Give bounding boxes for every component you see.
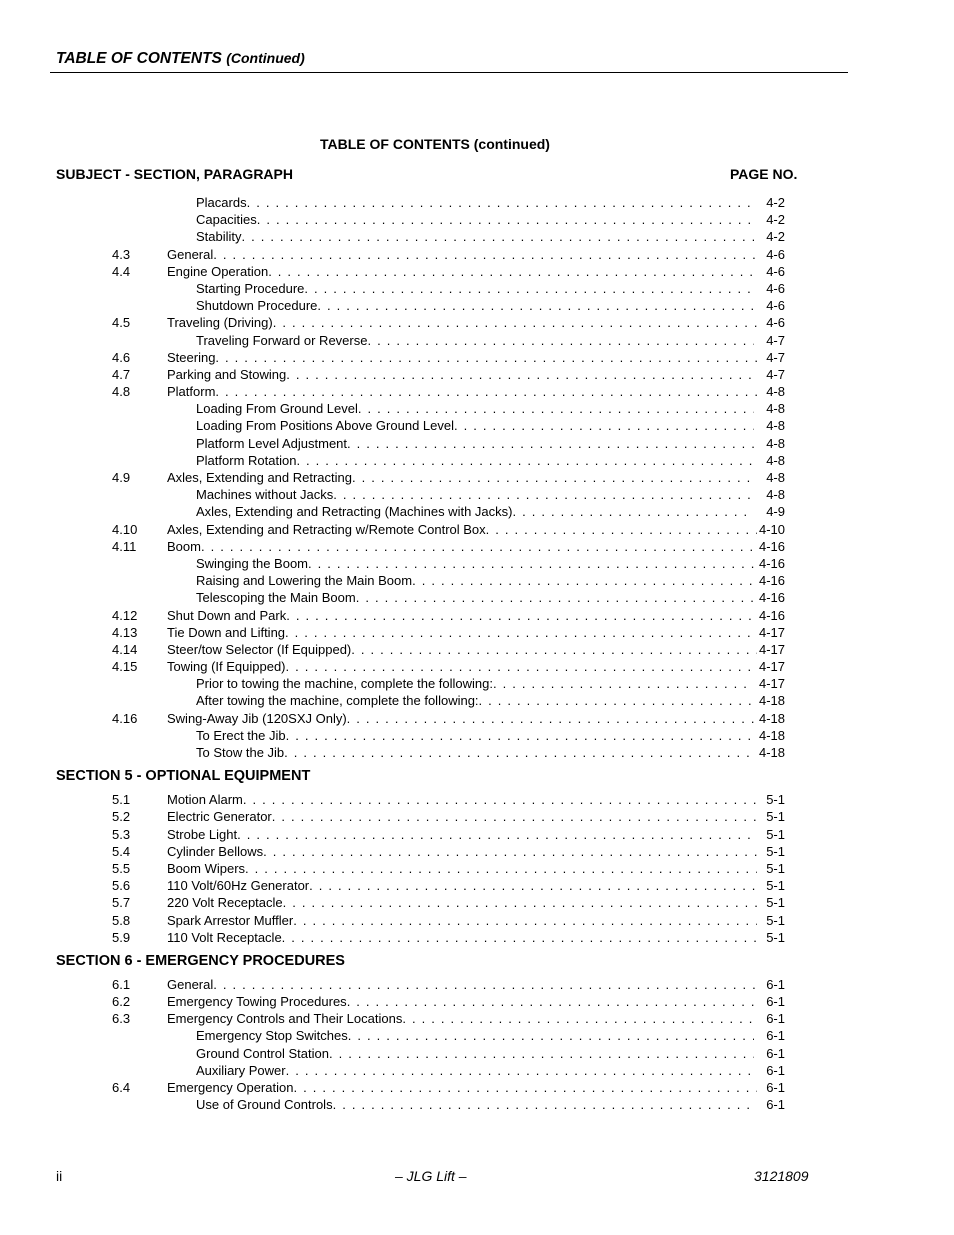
toc-entry[interactable] <box>0 1027 954 1044</box>
toc-entry-page: 4-8 <box>766 418 785 434</box>
dot-leader <box>454 417 754 434</box>
toc-entry-title: Platform <box>167 384 216 400</box>
toc-entry-page: 6-1 <box>766 1097 785 1113</box>
toc-entry-title: Shut Down and Park <box>167 607 287 623</box>
toc-entry-title: Platform Level Adjustment <box>196 435 348 451</box>
toc-entry-title: Shutdown Procedure <box>196 298 318 314</box>
dot-leader <box>213 246 757 263</box>
toc-entry-page: 4-17 <box>758 624 785 640</box>
toc-entry-number: 5.6 <box>112 878 131 894</box>
toc-entry[interactable] <box>0 263 954 280</box>
dot-leader <box>242 228 754 245</box>
toc-entry-title: General <box>167 246 214 262</box>
toc-entry-number: 4.13 <box>112 624 138 640</box>
toc-entry-title: Tie Down and Lifting <box>167 624 286 640</box>
dot-leader <box>215 349 757 366</box>
toc-entry-title: Motion Alarm <box>167 792 243 808</box>
toc-entry-number: 4.14 <box>112 641 138 657</box>
toc-entry[interactable] <box>0 692 954 709</box>
dot-leader <box>286 727 754 744</box>
section-heading: SECTION 6 - EMERGENCY PROCEDURES <box>56 952 345 969</box>
toc-entry-title: General <box>167 976 214 992</box>
toc-entry-number: 4.3 <box>112 246 131 262</box>
dot-leader <box>286 658 757 675</box>
toc-entry-page: 5-1 <box>766 860 785 876</box>
toc-entry[interactable] <box>0 641 954 658</box>
toc-entry-page: 4-2 <box>766 195 785 210</box>
toc-entry[interactable] <box>0 228 954 245</box>
dot-leader <box>285 624 757 641</box>
toc-entry[interactable] <box>0 538 954 555</box>
toc-entry[interactable] <box>0 452 954 469</box>
toc-entry-number: 5.8 <box>112 912 131 928</box>
toc-entry-number: 5.1 <box>112 792 131 808</box>
toc-entry-page: 4-18 <box>758 710 785 726</box>
dot-leader <box>367 332 754 349</box>
toc-entry-page: 4-8 <box>766 452 785 468</box>
toc-entry-page: 6-1 <box>766 1028 785 1044</box>
page-column-heading: PAGE NO. <box>730 166 798 182</box>
dot-leader <box>293 1079 757 1096</box>
toc-entry-page: 4-6 <box>766 280 785 296</box>
toc-entry-title: Electric Generator <box>167 809 272 825</box>
toc-list <box>0 194 954 1113</box>
toc-entry-page: 4-8 <box>766 401 785 417</box>
toc-entry-title: Towing (If Equipped) <box>167 659 286 675</box>
toc-entry-page: 5-1 <box>766 895 785 911</box>
toc-entry-title: Platform Rotation <box>196 452 297 468</box>
toc-entry-number: 5.3 <box>112 826 131 842</box>
footer-publisher: – JLG Lift – <box>395 1168 467 1184</box>
toc-entry[interactable] <box>0 710 954 727</box>
toc-entry-title: Spark Arrestor Muffler <box>167 912 294 928</box>
footer-doc-number: 3121809 <box>754 1168 809 1184</box>
dot-leader <box>356 589 754 606</box>
dot-leader <box>293 912 757 929</box>
toc-entry-page: 4-6 <box>766 315 785 331</box>
toc-entry-page: 6-1 <box>766 1080 785 1095</box>
toc-entry-page: 4-18 <box>758 745 785 760</box>
toc-entry-title: Use of Ground Controls <box>196 1097 333 1113</box>
toc-entry[interactable] <box>0 383 954 400</box>
toc-entry-title: Parking and Stowing <box>167 366 287 382</box>
dot-leader <box>286 607 757 624</box>
dot-leader <box>348 1027 754 1044</box>
toc-entry-title: Strobe Light <box>167 826 238 842</box>
dot-leader <box>215 383 757 400</box>
dot-leader <box>243 791 757 808</box>
toc-entry-title: 110 Volt Receptacle <box>167 929 282 945</box>
toc-entry-page: 4-6 <box>766 246 785 262</box>
dot-leader <box>358 400 754 417</box>
dot-leader <box>268 263 757 280</box>
toc-entry-page: 4-16 <box>758 573 785 589</box>
toc-entry-page: 4-7 <box>766 366 785 382</box>
toc-entry-title: Stability <box>196 229 242 245</box>
toc-entry-title: Axles, Extending and Retracting w/Remote Control Box <box>167 521 486 537</box>
dot-leader <box>402 1010 757 1027</box>
toc-entry-title: Swing-Away Jib (120SXJ Only) <box>167 710 347 726</box>
toc-entry[interactable] <box>0 349 954 366</box>
dot-leader <box>308 555 754 572</box>
dot-leader <box>247 194 754 211</box>
toc-entry-title: Machines without Jacks <box>196 487 334 503</box>
section-heading: SECTION 5 - OPTIONAL EQUIPMENT <box>56 768 311 785</box>
subject-column-heading: SUBJECT - SECTION, PARAGRAPH <box>56 166 293 182</box>
footer-page-number: ii <box>56 1168 63 1184</box>
toc-entry-number: 4.16 <box>112 710 138 726</box>
toc-entry-title: Engine Operation <box>167 263 269 279</box>
toc-entry-title: Traveling Forward or Reverse <box>196 332 368 348</box>
toc-entry[interactable] <box>0 194 954 211</box>
toc-entry-page: 4-7 <box>766 349 785 365</box>
toc-entry-title: Emergency Controls and Their Locations <box>167 1011 403 1027</box>
toc-entry[interactable] <box>0 860 954 877</box>
toc-entry-number: 4.10 <box>112 521 138 537</box>
toc-entry[interactable] <box>0 1062 954 1079</box>
toc-entry-number: 5.4 <box>112 843 131 859</box>
toc-entry[interactable] <box>0 624 954 641</box>
toc-entry[interactable] <box>0 843 954 860</box>
dot-leader <box>347 710 757 727</box>
toc-entry-page: 5-1 <box>766 912 785 928</box>
toc-entry-title: Emergency Towing Procedures <box>167 994 347 1010</box>
toc-entry-title: Swinging the Boom <box>196 555 309 571</box>
toc-entry-page: 4-8 <box>766 435 785 451</box>
toc-entry-number: 4.12 <box>112 607 138 623</box>
dot-leader <box>237 826 757 843</box>
toc-entry-title: Axles, Extending and Retracting (Machines with Jacks) <box>196 504 513 520</box>
toc-entry[interactable] <box>0 929 954 946</box>
dot-leader <box>286 1062 754 1079</box>
toc-title: TABLE OF CONTENTS (continued) <box>320 136 550 152</box>
toc-entry-title: To Erect the Jib <box>196 727 286 743</box>
running-header-continued: (Continued) <box>226 50 305 66</box>
toc-entry-title: Cylinder Bellows <box>167 843 264 859</box>
toc-entry-page: 4-18 <box>758 693 785 709</box>
toc-entry-page: 5-1 <box>766 809 785 825</box>
toc-entry-page: 5-1 <box>766 878 785 894</box>
toc-entry[interactable] <box>0 400 954 417</box>
toc-entry-number: 4.4 <box>112 263 131 279</box>
dot-leader <box>282 929 757 946</box>
toc-entry[interactable] <box>0 877 954 894</box>
toc-entry-number: 5.7 <box>112 895 131 911</box>
toc-entry-title: Steer/tow Selector (If Equipped) <box>167 641 352 657</box>
toc-entry-title: Axles, Extending and Retracting <box>167 470 352 485</box>
toc-entry-title: Steering <box>167 349 216 365</box>
dot-leader <box>329 1045 754 1062</box>
toc-entry-title: Loading From Ground Level <box>196 401 358 417</box>
toc-entry-number: 5.5 <box>112 860 131 876</box>
toc-entry-title: Starting Procedure <box>196 280 305 296</box>
toc-entry-title: Ground Control Station <box>196 1045 329 1061</box>
toc-entry-page: 4-2 <box>766 229 785 245</box>
dot-leader <box>333 1096 754 1113</box>
toc-entry[interactable] <box>0 912 954 929</box>
toc-entry-title: Raising and Lowering the Main Boom <box>196 573 413 589</box>
toc-entry-title: Prior to towing the machine, complete the following: <box>196 676 493 692</box>
toc-entry[interactable] <box>0 976 954 993</box>
toc-entry-page: 4-8 <box>766 384 785 400</box>
toc-entry[interactable] <box>0 607 954 624</box>
toc-entry-title: To Stow the Jib <box>196 745 285 760</box>
toc-entry-number: 4.9 <box>112 470 131 485</box>
toc-entry[interactable] <box>0 808 954 825</box>
toc-entry-page: 4-17 <box>758 641 785 657</box>
toc-entry[interactable] <box>0 486 954 503</box>
toc-entry-page: 4-17 <box>758 676 785 692</box>
toc-entry[interactable] <box>0 314 954 331</box>
toc-entry-title: Emergency Stop Switches <box>196 1028 348 1044</box>
dot-leader <box>309 877 757 894</box>
toc-entry-page: 6-1 <box>766 1062 785 1078</box>
toc-entry-page: 5-1 <box>766 929 785 945</box>
toc-entry[interactable] <box>0 589 954 606</box>
toc-entry-number: 4.6 <box>112 349 131 365</box>
toc-entry[interactable] <box>0 791 954 808</box>
toc-entry-number: 6.3 <box>112 1011 131 1027</box>
dot-leader <box>493 675 754 692</box>
toc-entry-number: 5.9 <box>112 929 131 945</box>
toc-entry-title: Capacities <box>196 212 257 228</box>
header-rule <box>50 72 848 73</box>
toc-entry-page: 6-1 <box>766 1045 785 1061</box>
toc-entry-title: Telescoping the Main Boom <box>196 590 356 606</box>
toc-entry[interactable] <box>0 211 954 228</box>
dot-leader <box>284 744 754 761</box>
toc-entry-page: 4-7 <box>766 332 785 348</box>
toc-entry-page: 6-1 <box>766 1011 785 1027</box>
dot-leader <box>412 572 754 589</box>
toc-entry[interactable] <box>0 744 954 761</box>
toc-entry[interactable] <box>0 555 954 572</box>
toc-entry-page: 5-1 <box>766 792 785 808</box>
toc-entry[interactable] <box>0 435 954 452</box>
toc-entry-page: 4-10 <box>758 521 785 537</box>
toc-entry-page: 6-1 <box>766 976 785 992</box>
toc-entry-page: 4-2 <box>766 212 785 228</box>
toc-entry[interactable] <box>0 332 954 349</box>
dot-leader <box>257 211 754 228</box>
dot-leader <box>263 843 757 860</box>
toc-entry[interactable] <box>0 297 954 314</box>
toc-entry[interactable] <box>0 675 954 692</box>
toc-entry[interactable] <box>0 521 954 538</box>
toc-entry-title: After towing the machine, complete the following: <box>196 693 479 709</box>
toc-entry-page: 4-8 <box>766 487 785 503</box>
toc-entry-number: 6.2 <box>112 994 131 1010</box>
dot-leader <box>304 280 754 297</box>
dot-leader <box>479 692 754 709</box>
dot-leader <box>272 808 757 825</box>
toc-entry-title: Loading From Positions Above Ground Level <box>196 418 454 434</box>
dot-leader <box>286 366 757 383</box>
dot-leader <box>352 469 757 486</box>
toc-entry-title: Placards <box>196 195 247 210</box>
toc-entry-page: 5-1 <box>766 843 785 859</box>
toc-entry[interactable] <box>0 894 954 911</box>
toc-entry[interactable] <box>0 503 954 520</box>
toc-entry[interactable] <box>0 417 954 434</box>
running-header-title: TABLE OF CONTENTS <box>56 50 222 67</box>
toc-entry[interactable] <box>0 366 954 383</box>
toc-entry-number: 4.5 <box>112 315 131 331</box>
toc-entry[interactable] <box>0 826 954 843</box>
toc-entry[interactable] <box>0 1010 954 1027</box>
toc-entry-page: 4-16 <box>758 607 785 623</box>
dot-leader <box>273 314 757 331</box>
dot-leader <box>512 503 754 520</box>
toc-entry-number: 4.8 <box>112 384 131 400</box>
dot-leader <box>213 976 757 993</box>
toc-entry[interactable] <box>0 1096 954 1113</box>
toc-entry[interactable] <box>0 1045 954 1062</box>
toc-entry[interactable] <box>0 572 954 589</box>
toc-entry-number: 6.4 <box>112 1080 131 1095</box>
toc-entry[interactable] <box>0 658 954 675</box>
toc-entry[interactable] <box>0 280 954 297</box>
dot-leader <box>347 435 754 452</box>
toc-entry[interactable] <box>0 727 954 744</box>
dot-leader <box>351 641 757 658</box>
dot-leader <box>333 486 754 503</box>
toc-entry-page: 4-17 <box>758 659 785 675</box>
dot-leader <box>283 894 757 911</box>
toc-entry-number: 5.2 <box>112 809 131 825</box>
dot-leader <box>347 993 757 1010</box>
toc-entry-page: 4-6 <box>766 263 785 279</box>
toc-entry-number: 4.11 <box>112 538 137 554</box>
toc-entry-page: 4-16 <box>758 538 785 554</box>
toc-entry-number: 4.7 <box>112 366 131 382</box>
toc-entry-page: 4-8 <box>766 470 785 485</box>
toc-entry[interactable] <box>0 1079 954 1096</box>
toc-entry[interactable] <box>0 993 954 1010</box>
toc-entry-title: Traveling (Driving) <box>167 315 273 331</box>
dot-leader <box>201 538 757 555</box>
dot-leader <box>245 860 757 877</box>
toc-entry[interactable] <box>0 469 954 486</box>
dot-leader <box>486 521 757 538</box>
toc-entry-title: Auxiliary Power <box>196 1062 286 1078</box>
toc-entry-page: 4-16 <box>758 590 785 606</box>
dot-leader <box>296 452 754 469</box>
toc-entry-page: 4-18 <box>758 727 785 743</box>
toc-entry-number: 4.15 <box>112 659 138 675</box>
toc-entry-page: 4-9 <box>766 504 785 520</box>
toc-entry[interactable] <box>0 246 954 263</box>
toc-entry-number: 6.1 <box>112 976 131 992</box>
toc-entry-page: 5-1 <box>766 826 785 842</box>
toc-entry-title: Boom <box>167 538 201 554</box>
toc-entry-page: 6-1 <box>766 994 785 1010</box>
toc-entry-title: Emergency Operation <box>167 1080 294 1095</box>
toc-entry-title: 220 Volt Receptacle <box>167 895 283 911</box>
toc-entry-page: 4-16 <box>758 555 785 571</box>
running-header <box>56 50 305 68</box>
toc-entry-page: 4-6 <box>766 298 785 314</box>
dot-leader <box>317 297 754 314</box>
toc-entry-title: 110 Volt/60Hz Generator <box>167 878 310 894</box>
toc-entry-title: Boom Wipers <box>167 860 246 876</box>
